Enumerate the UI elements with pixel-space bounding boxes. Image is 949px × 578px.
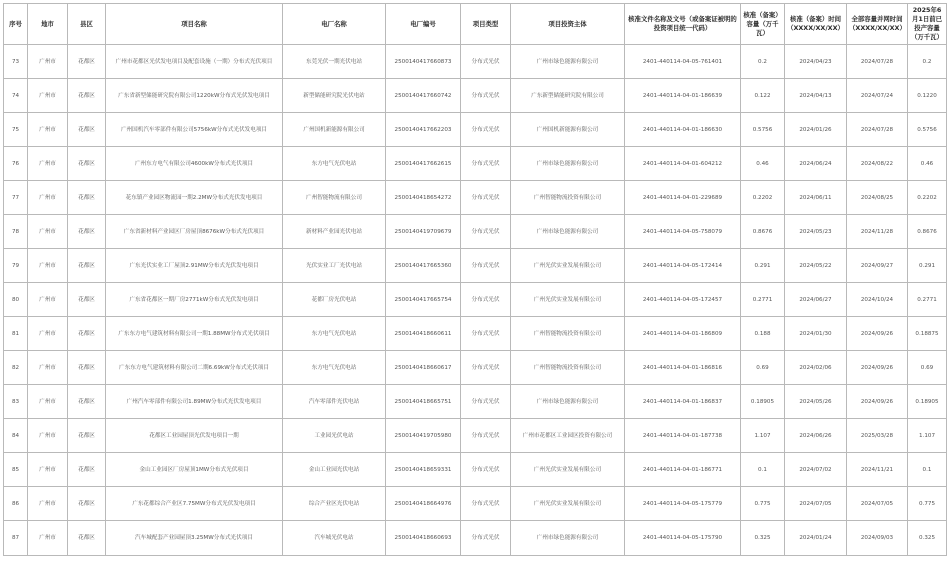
cell-district: 花都区 [68, 419, 106, 453]
cell-city: 广州市 [28, 419, 68, 453]
cell-in-service: 0.18875 [908, 317, 947, 351]
cell-grid-date: 2024/09/27 [847, 249, 908, 283]
cell-doc: 2401-440114-04-05-761401 [625, 45, 741, 79]
cell-capacity: 0.1 [741, 453, 785, 487]
cell-no: 80 [4, 283, 28, 317]
header-col-plant: 电厂名称 [283, 4, 386, 45]
cell-approve-date: 2024/06/27 [785, 283, 847, 317]
cell-plant: 花都厂房光伏电站 [283, 283, 386, 317]
cell-approve-date: 2024/04/13 [785, 79, 847, 113]
cell-district: 花都区 [68, 521, 106, 556]
cell-plant-id: 2500140417665360 [386, 249, 461, 283]
cell-approve-date: 2024/06/11 [785, 181, 847, 215]
cell-capacity: 0.2202 [741, 181, 785, 215]
cell-approve-date: 2024/07/05 [785, 487, 847, 521]
cell-plant: 东方电气光伏电站 [283, 147, 386, 181]
cell-approve-date: 2024/05/23 [785, 215, 847, 249]
cell-type: 分布式光伏 [461, 487, 511, 521]
cell-district: 花都区 [68, 181, 106, 215]
cell-city: 广州市 [28, 385, 68, 419]
cell-investor: 广州光伏实业发展有限公司 [511, 249, 625, 283]
cell-project: 广东省新材料产业园区厂房屋顶8676kW分布式光伏项目 [106, 215, 283, 249]
cell-type: 分布式光伏 [461, 453, 511, 487]
cell-project: 金山工业园区厂房屋顶1MW分布式光伏项目 [106, 453, 283, 487]
cell-grid-date: 2025/03/28 [847, 419, 908, 453]
header-col-no: 序号 [4, 4, 28, 45]
cell-grid-date: 2024/07/28 [847, 113, 908, 147]
cell-project: 广东省花都区一期厂房2771kW分布式光伏发电项目 [106, 283, 283, 317]
cell-grid-date: 2024/11/28 [847, 215, 908, 249]
cell-city: 广州市 [28, 453, 68, 487]
cell-capacity: 0.2 [741, 45, 785, 79]
cell-capacity: 1.107 [741, 419, 785, 453]
cell-plant: 光伏实业工厂光伏电站 [283, 249, 386, 283]
cell-type: 分布式光伏 [461, 317, 511, 351]
cell-no: 78 [4, 215, 28, 249]
cell-project: 广东东方电气建筑材料有限公司二期6.69kW分布式光伏项目 [106, 351, 283, 385]
cell-capacity: 0.188 [741, 317, 785, 351]
cell-plant: 汽车城光伏电站 [283, 521, 386, 556]
cell-district: 花都区 [68, 317, 106, 351]
cell-approve-date: 2024/06/26 [785, 419, 847, 453]
cell-investor: 广州智能物流投资有限公司 [511, 351, 625, 385]
cell-plant-id: 2500140417662203 [386, 113, 461, 147]
cell-city: 广州市 [28, 351, 68, 385]
cell-in-service: 0.2 [908, 45, 947, 79]
cell-type: 分布式光伏 [461, 45, 511, 79]
cell-grid-date: 2024/07/05 [847, 487, 908, 521]
cell-doc: 2401-440114-04-01-186630 [625, 113, 741, 147]
cell-grid-date: 2024/09/26 [847, 385, 908, 419]
cell-plant: 汽车零部件光伏电站 [283, 385, 386, 419]
cell-grid-date: 2024/11/21 [847, 453, 908, 487]
cell-approve-date: 2024/05/22 [785, 249, 847, 283]
cell-city: 广州市 [28, 147, 68, 181]
cell-plant-id: 2500140417665754 [386, 283, 461, 317]
cell-plant: 金山工业园光伏电站 [283, 453, 386, 487]
cell-project: 广州国机汽车零部件有限公司5756kW分布式光伏发电项目 [106, 113, 283, 147]
cell-in-service: 0.8676 [908, 215, 947, 249]
table-row [4, 351, 947, 385]
cell-capacity: 0.18905 [741, 385, 785, 419]
cell-plant-id: 2500140418654272 [386, 181, 461, 215]
cell-in-service: 0.775 [908, 487, 947, 521]
cell-in-service: 0.69 [908, 351, 947, 385]
cell-plant: 东方电气光伏电站 [283, 351, 386, 385]
cell-type: 分布式光伏 [461, 351, 511, 385]
cell-plant-id: 2500140417662615 [386, 147, 461, 181]
table-row [4, 181, 947, 215]
cell-investor: 广州市绿色能源有限公司 [511, 147, 625, 181]
cell-plant: 新材料产业园光伏电站 [283, 215, 386, 249]
cell-capacity: 0.8676 [741, 215, 785, 249]
table-row [4, 79, 947, 113]
cell-grid-date: 2024/08/25 [847, 181, 908, 215]
cell-project: 广东光伏实业工厂屋顶2.91MW分布式光伏发电项目 [106, 249, 283, 283]
cell-investor: 广州光伏实业发展有限公司 [511, 453, 625, 487]
cell-plant-id: 2500140418665751 [386, 385, 461, 419]
cell-investor: 广州光伏实业发展有限公司 [511, 487, 625, 521]
table-row [4, 521, 947, 556]
cell-in-service: 0.291 [908, 249, 947, 283]
header-col-city: 地市 [28, 4, 68, 45]
cell-approve-date: 2024/05/26 [785, 385, 847, 419]
cell-capacity: 0.291 [741, 249, 785, 283]
cell-no: 77 [4, 181, 28, 215]
cell-approve-date: 2024/02/06 [785, 351, 847, 385]
cell-capacity: 0.325 [741, 521, 785, 556]
cell-plant: 东方电气光伏电站 [283, 317, 386, 351]
table-row [4, 283, 947, 317]
cell-project: 广州汽车零部件有限公司1.89MW分布式光伏发电项目 [106, 385, 283, 419]
cell-doc: 2401-440114-04-05-175779 [625, 487, 741, 521]
cell-type: 分布式光伏 [461, 79, 511, 113]
cell-city: 广州市 [28, 181, 68, 215]
header-col-grid-date: 全部容量并网时间（XXXX/XX/XX） [847, 4, 908, 45]
table-row [4, 453, 947, 487]
cell-project: 汽车城配套产业园屋顶3.25MW分布式光伏项目 [106, 521, 283, 556]
header-col-approve-date: 核准（备案）时间（XXXX/XX/XX） [785, 4, 847, 45]
cell-no: 83 [4, 385, 28, 419]
cell-district: 花都区 [68, 45, 106, 79]
cell-type: 分布式光伏 [461, 419, 511, 453]
cell-investor: 广州市绿色能源有限公司 [511, 521, 625, 556]
cell-no: 73 [4, 45, 28, 79]
cell-approve-date: 2024/01/30 [785, 317, 847, 351]
cell-city: 广州市 [28, 79, 68, 113]
cell-in-service: 0.2202 [908, 181, 947, 215]
cell-plant: 工业园光伏电站 [283, 419, 386, 453]
cell-investor: 广州智能物流投资有限公司 [511, 317, 625, 351]
cell-investor: 广州智能物流投资有限公司 [511, 181, 625, 215]
cell-doc: 2401-440114-04-01-186809 [625, 317, 741, 351]
project-table-sheet [3, 3, 946, 575]
cell-doc: 2401-440114-04-01-186639 [625, 79, 741, 113]
cell-investor: 广州市绿色能源有限公司 [511, 215, 625, 249]
cell-plant-id: 2500140418664976 [386, 487, 461, 521]
cell-district: 花都区 [68, 215, 106, 249]
cell-plant-id: 2500140417660873 [386, 45, 461, 79]
cell-in-service: 0.2771 [908, 283, 947, 317]
cell-type: 分布式光伏 [461, 521, 511, 556]
cell-investor: 广州市绿色能源有限公司 [511, 45, 625, 79]
cell-investor: 广州市绿色能源有限公司 [511, 385, 625, 419]
cell-no: 87 [4, 521, 28, 556]
cell-type: 分布式光伏 [461, 181, 511, 215]
cell-project: 广州市花都区光伏发电项目及配套设施（一期）分布式光伏项目 [106, 45, 283, 79]
table-row [4, 147, 947, 181]
cell-city: 广州市 [28, 317, 68, 351]
cell-district: 花都区 [68, 249, 106, 283]
cell-project: 广东东方电气建筑材料有限公司一期1.88MW分布式光伏项目 [106, 317, 283, 351]
cell-grid-date: 2024/07/24 [847, 79, 908, 113]
cell-district: 花都区 [68, 453, 106, 487]
header-col-plant-id: 电厂编号 [386, 4, 461, 45]
cell-type: 分布式光伏 [461, 283, 511, 317]
project-table [3, 3, 947, 556]
cell-district: 花都区 [68, 283, 106, 317]
cell-approve-date: 2024/01/26 [785, 113, 847, 147]
cell-district: 花都区 [68, 487, 106, 521]
cell-type: 分布式光伏 [461, 215, 511, 249]
cell-investor: 广州光伏实业发展有限公司 [511, 283, 625, 317]
cell-approve-date: 2024/06/24 [785, 147, 847, 181]
cell-plant-id: 2500140419705980 [386, 419, 461, 453]
cell-type: 分布式光伏 [461, 249, 511, 283]
cell-district: 花都区 [68, 79, 106, 113]
cell-city: 广州市 [28, 487, 68, 521]
cell-grid-date: 2024/09/26 [847, 351, 908, 385]
cell-in-service: 0.1 [908, 453, 947, 487]
cell-doc: 2401-440114-04-01-186837 [625, 385, 741, 419]
cell-plant-id: 2500140419709679 [386, 215, 461, 249]
cell-city: 广州市 [28, 521, 68, 556]
cell-capacity: 0.775 [741, 487, 785, 521]
cell-no: 84 [4, 419, 28, 453]
cell-project: 花都区工业园屋顶光伏发电项目一期 [106, 419, 283, 453]
cell-plant: 新型储能研究院光伏电站 [283, 79, 386, 113]
cell-plant: 广州国机新能源有限公司 [283, 113, 386, 147]
cell-type: 分布式光伏 [461, 385, 511, 419]
cell-no: 79 [4, 249, 28, 283]
cell-type: 分布式光伏 [461, 113, 511, 147]
cell-capacity: 0.5756 [741, 113, 785, 147]
cell-doc: 2401-440114-04-01-186816 [625, 351, 741, 385]
cell-city: 广州市 [28, 215, 68, 249]
cell-no: 76 [4, 147, 28, 181]
cell-district: 花都区 [68, 147, 106, 181]
cell-no: 82 [4, 351, 28, 385]
cell-district: 花都区 [68, 113, 106, 147]
cell-capacity: 0.122 [741, 79, 785, 113]
cell-grid-date: 2024/10/24 [847, 283, 908, 317]
header-col-investor: 项目投资主体 [511, 4, 625, 45]
cell-doc: 2401-440114-04-01-186771 [625, 453, 741, 487]
cell-district: 花都区 [68, 385, 106, 419]
cell-city: 广州市 [28, 45, 68, 79]
cell-doc: 2401-440114-04-01-229689 [625, 181, 741, 215]
cell-in-service: 0.46 [908, 147, 947, 181]
cell-project: 广东省新型储能研究院有限公司1220kW分布式光伏发电项目 [106, 79, 283, 113]
cell-grid-date: 2024/08/22 [847, 147, 908, 181]
header-col-project: 项目名称 [106, 4, 283, 45]
cell-doc: 2401-440114-04-01-187738 [625, 419, 741, 453]
cell-no: 85 [4, 453, 28, 487]
cell-investor: 广州国机新能源有限公司 [511, 113, 625, 147]
cell-project: 花东镇产业园区物流园一期2.2MW分布式光伏发电项目 [106, 181, 283, 215]
cell-approve-date: 2024/01/24 [785, 521, 847, 556]
table-row [4, 215, 947, 249]
cell-doc: 2401-440114-04-01-604212 [625, 147, 741, 181]
cell-project: 广东花都综合产业区7.75MW分布式光伏发电项目 [106, 487, 283, 521]
cell-doc: 2401-440114-04-05-175790 [625, 521, 741, 556]
cell-doc: 2401-440114-04-05-172414 [625, 249, 741, 283]
cell-grid-date: 2024/07/28 [847, 45, 908, 79]
cell-in-service: 0.18905 [908, 385, 947, 419]
cell-doc: 2401-440114-04-05-172457 [625, 283, 741, 317]
header-col-capacity: 核准（备案）容量（万千瓦） [741, 4, 785, 45]
header-col-doc: 核准文件名称及文号（或备案证被明的投资项目统一代码） [625, 4, 741, 45]
cell-investor: 广东新型储能研究院有限公司 [511, 79, 625, 113]
table-row [4, 317, 947, 351]
cell-grid-date: 2024/09/03 [847, 521, 908, 556]
cell-plant-id: 2500140417660742 [386, 79, 461, 113]
cell-no: 81 [4, 317, 28, 351]
cell-in-service: 0.325 [908, 521, 947, 556]
cell-no: 86 [4, 487, 28, 521]
cell-city: 广州市 [28, 283, 68, 317]
table-body [4, 45, 947, 556]
table-row [4, 487, 947, 521]
cell-capacity: 0.46 [741, 147, 785, 181]
cell-capacity: 0.2771 [741, 283, 785, 317]
table-row [4, 249, 947, 283]
cell-plant-id: 2500140418660617 [386, 351, 461, 385]
cell-in-service: 0.5756 [908, 113, 947, 147]
cell-district: 花都区 [68, 351, 106, 385]
header-col-district: 县区 [68, 4, 106, 45]
cell-approve-date: 2024/07/02 [785, 453, 847, 487]
table-row [4, 385, 947, 419]
cell-plant-id: 2500140418659331 [386, 453, 461, 487]
table-row [4, 419, 947, 453]
cell-in-service: 0.1220 [908, 79, 947, 113]
cell-plant-id: 2500140418660693 [386, 521, 461, 556]
table-row [4, 45, 947, 79]
cell-in-service: 1.107 [908, 419, 947, 453]
cell-plant: 广州智能物流有限公司 [283, 181, 386, 215]
cell-plant-id: 2500140418660611 [386, 317, 461, 351]
cell-city: 广州市 [28, 249, 68, 283]
cell-plant: 综合产业区光伏电站 [283, 487, 386, 521]
cell-grid-date: 2024/09/26 [847, 317, 908, 351]
cell-city: 广州市 [28, 113, 68, 147]
cell-plant: 东莞光伏一期光伏电站 [283, 45, 386, 79]
cell-investor: 广州市花都区工业园区投资有限公司 [511, 419, 625, 453]
cell-project: 广州东方电气有限公司4600kW分布式光伏项目 [106, 147, 283, 181]
cell-doc: 2401-440114-04-05-758079 [625, 215, 741, 249]
cell-type: 分布式光伏 [461, 147, 511, 181]
table-header-row [4, 4, 947, 45]
table-row [4, 113, 947, 147]
cell-no: 75 [4, 113, 28, 147]
cell-capacity: 0.69 [741, 351, 785, 385]
header-col-in-service: 2025年6月1日前已投产容量（万千瓦） [908, 4, 947, 45]
cell-approve-date: 2024/04/23 [785, 45, 847, 79]
cell-no: 74 [4, 79, 28, 113]
header-col-type: 项目类型 [461, 4, 511, 45]
